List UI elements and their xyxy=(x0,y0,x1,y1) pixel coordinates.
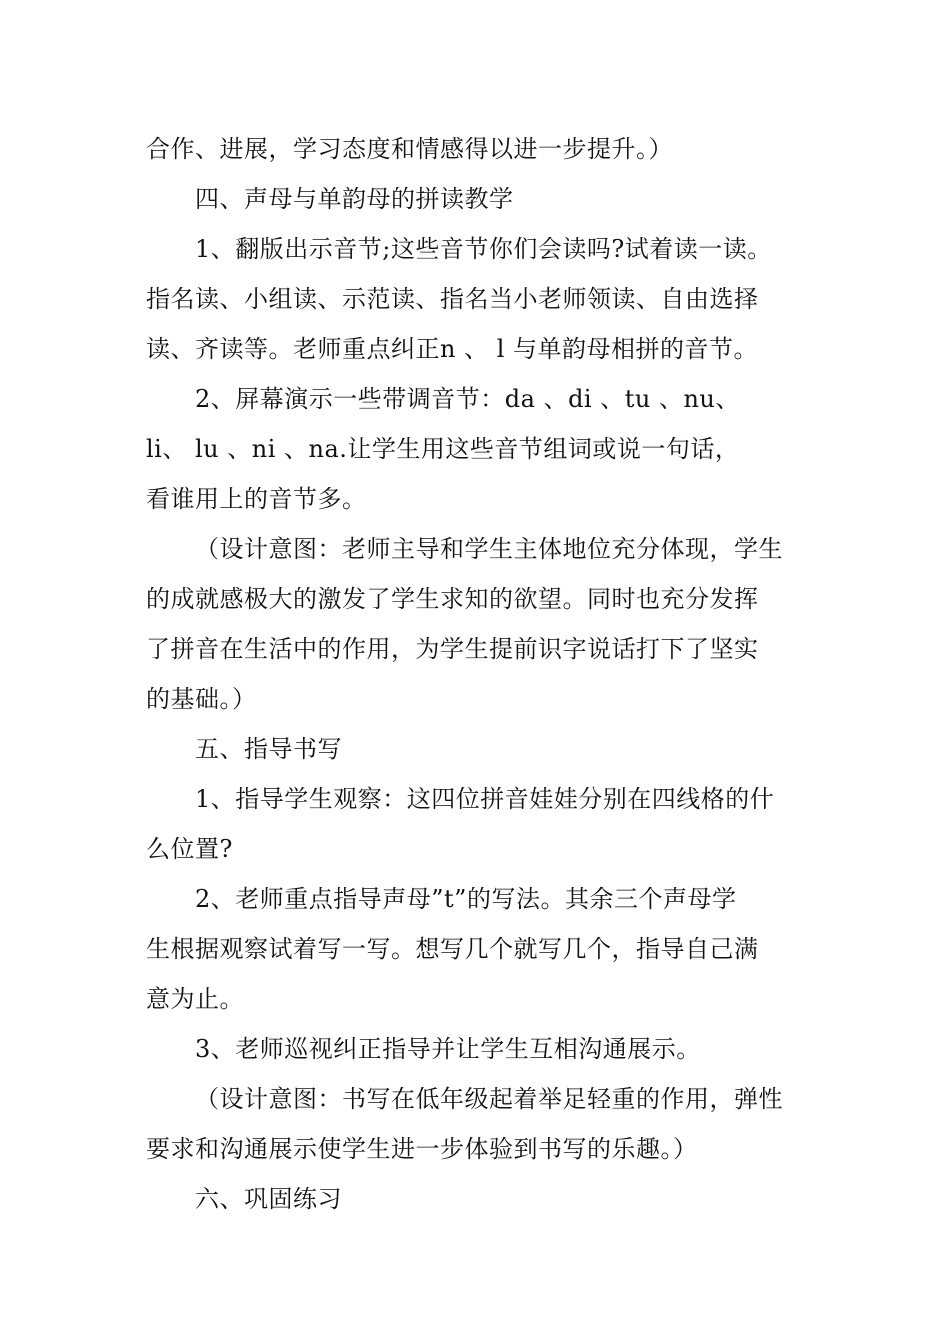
paragraph-line: 3、老师巡视纠正指导并让学生互相沟通展示。 xyxy=(195,1035,701,1063)
design-intent-line: 的成就感极大的激发了学生求知的欲望。同时也充分发挥 xyxy=(146,585,759,613)
paragraph-line: 看谁用上的音节多。 xyxy=(146,485,367,513)
paragraph-line: li、 lu 、ni 、na.让学生用这些音节组词或说一句话， xyxy=(146,435,740,463)
section-heading: 五、指导书写 xyxy=(195,735,342,763)
paragraph-line: 1、指导学生观察：这四位拼音娃娃分别在四线格的什 xyxy=(195,785,775,813)
paragraph-line: 指名读、小组读、示范读、指名当小老师领读、自由选择 xyxy=(146,285,759,313)
design-intent-line: （设计意图：书写在低年级起着举足轻重的作用，弹性 xyxy=(195,1085,783,1113)
paragraph-line: 1、翻版出示音节;这些音节你们会读吗?试着读一读。 xyxy=(195,235,772,263)
design-intent-line: （设计意图：老师主导和学生主体地位充分体现，学生 xyxy=(195,535,783,563)
paragraph-line: 么位置? xyxy=(146,835,233,863)
paragraph-line: 意为止。 xyxy=(146,985,244,1013)
paragraph-line: 合作、进展，学习态度和情感得以进一步提升。） xyxy=(146,135,673,163)
design-intent-line: 的基础。） xyxy=(146,685,257,713)
paragraph-line: 2、屏幕演示一些带调音节：da 、di 、tu 、nu、 xyxy=(195,385,740,413)
design-intent-line: 要求和沟通展示使学生进一步体验到书写的乐趣。） xyxy=(146,1135,698,1163)
section-heading: 六、巩固练习 xyxy=(195,1185,342,1213)
paragraph-line: 2、老师重点指导声母”t”的写法。其余三个声母学 xyxy=(195,885,737,913)
paragraph-line: 读、齐读等。老师重点纠正n 、 l 与单韵母相拼的音节。 xyxy=(146,335,759,363)
section-heading: 四、声母与单韵母的拼读教学 xyxy=(195,185,514,213)
paragraph-line: 生根据观察试着写一写。想写几个就写几个，指导自己满 xyxy=(146,935,759,963)
design-intent-line: 了拼音在生活中的作用，为学生提前识字说话打下了坚实 xyxy=(146,635,759,663)
